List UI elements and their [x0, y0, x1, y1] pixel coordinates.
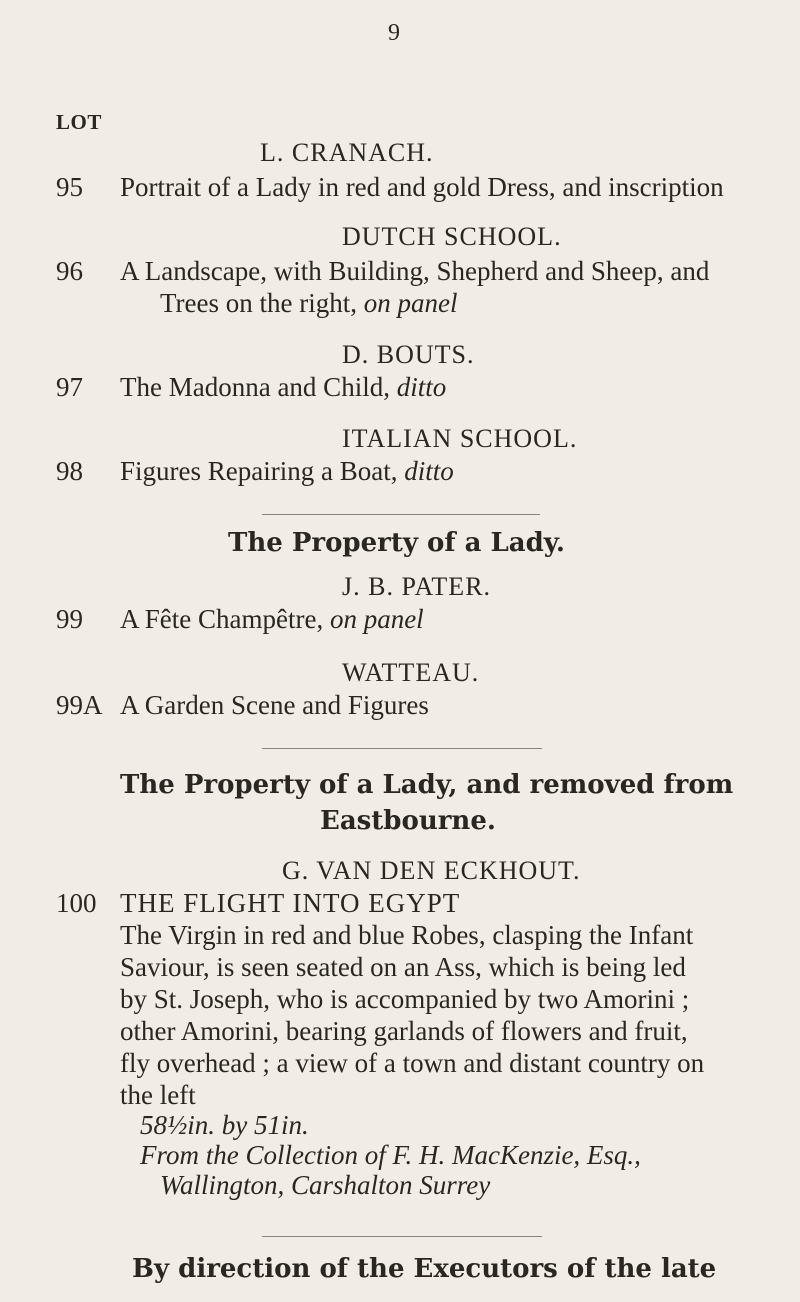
lot-description-100-line1: The Virgin in red and blue Robes, clasping the Infant: [120, 920, 694, 950]
section-divider-2: [262, 748, 542, 749]
lot-description-100-line5: fly overhead ; a view of a town and distant country on: [120, 1048, 705, 1078]
artist-van-den-eckhout: G. VAN DEN ECKHOUT.: [282, 856, 581, 885]
lot-number-97: 97: [56, 372, 83, 402]
lot-description-100-line6: the left: [120, 1080, 196, 1110]
lot-title-95: Portrait of a Lady in red and gold Dress, and inscription: [120, 172, 724, 202]
lot-title-96-line2: Trees on the right, on panel: [160, 288, 458, 318]
lot-medium-99: on panel: [329, 604, 424, 634]
lot-number-98: 98: [56, 456, 83, 486]
lot-medium-96: on panel: [363, 288, 458, 318]
lot-medium-97: ditto: [396, 372, 447, 402]
lot-title-98: Figures Repairing a Boat, ditto: [120, 456, 454, 486]
lot-number-99a: 99A: [56, 690, 103, 720]
lot-number-96: 96: [56, 256, 83, 286]
lot-number-95: 95: [56, 172, 83, 202]
lot-medium-98: ditto: [404, 456, 454, 486]
lot-dimensions-100: 58½in. by 51in.: [140, 1110, 309, 1140]
section-heading-executors-line1: By direction of the Executors of the late: [132, 1254, 717, 1284]
lot-number-100: 100: [56, 888, 97, 918]
lot-column-label: LOT: [56, 110, 102, 134]
lot-provenance-100-line2: Wallington, Carshalton Surrey: [160, 1170, 491, 1200]
lot-description-100-line3: by St. Joseph, who is accompanied by two Amorini ;: [120, 984, 690, 1014]
page-number: 9: [388, 20, 400, 46]
lot-description-100-line2: Saviour, is seen seated on an Ass, which is being led: [120, 952, 686, 982]
section-divider-1: [262, 514, 540, 515]
section-heading-eastbourne-line2: Eastbourne.: [320, 806, 496, 836]
lot-title-96-line1: A Landscape, with Building, Shepherd and Sheep, and: [120, 256, 710, 286]
artist-dutch-school: DUTCH SCHOOL.: [342, 222, 562, 251]
section-heading-eastbourne-line1: The Property of a Lady, and removed from: [120, 770, 734, 800]
artist-pater: J. B. PATER.: [342, 572, 492, 601]
lot-title-97: The Madonna and Child, ditto: [120, 372, 447, 402]
artist-cranach: L. CRANACH.: [260, 138, 434, 167]
section-divider-3: [262, 1236, 542, 1237]
lot-number-99: 99: [56, 604, 83, 634]
artist-italian-school: ITALIAN SCHOOL.: [342, 424, 578, 453]
lot-title-99a: A Garden Scene and Figures: [120, 690, 429, 720]
lot-title-99: A Fête Champêtre, on panel: [120, 604, 424, 634]
artist-watteau: WATTEAU.: [342, 658, 480, 687]
artist-bouts: D. BOUTS.: [342, 340, 475, 369]
section-heading-property-of-a-lady: The Property of a Lady.: [228, 528, 565, 558]
lot-description-100-line4: other Amorini, bearing garlands of flowers and fruit,: [120, 1016, 688, 1046]
lot-provenance-100-line1: From the Collection of F. H. MacKenzie, Esq.,: [140, 1140, 641, 1170]
lot-title-100: THE FLIGHT INTO EGYPT: [120, 888, 461, 918]
